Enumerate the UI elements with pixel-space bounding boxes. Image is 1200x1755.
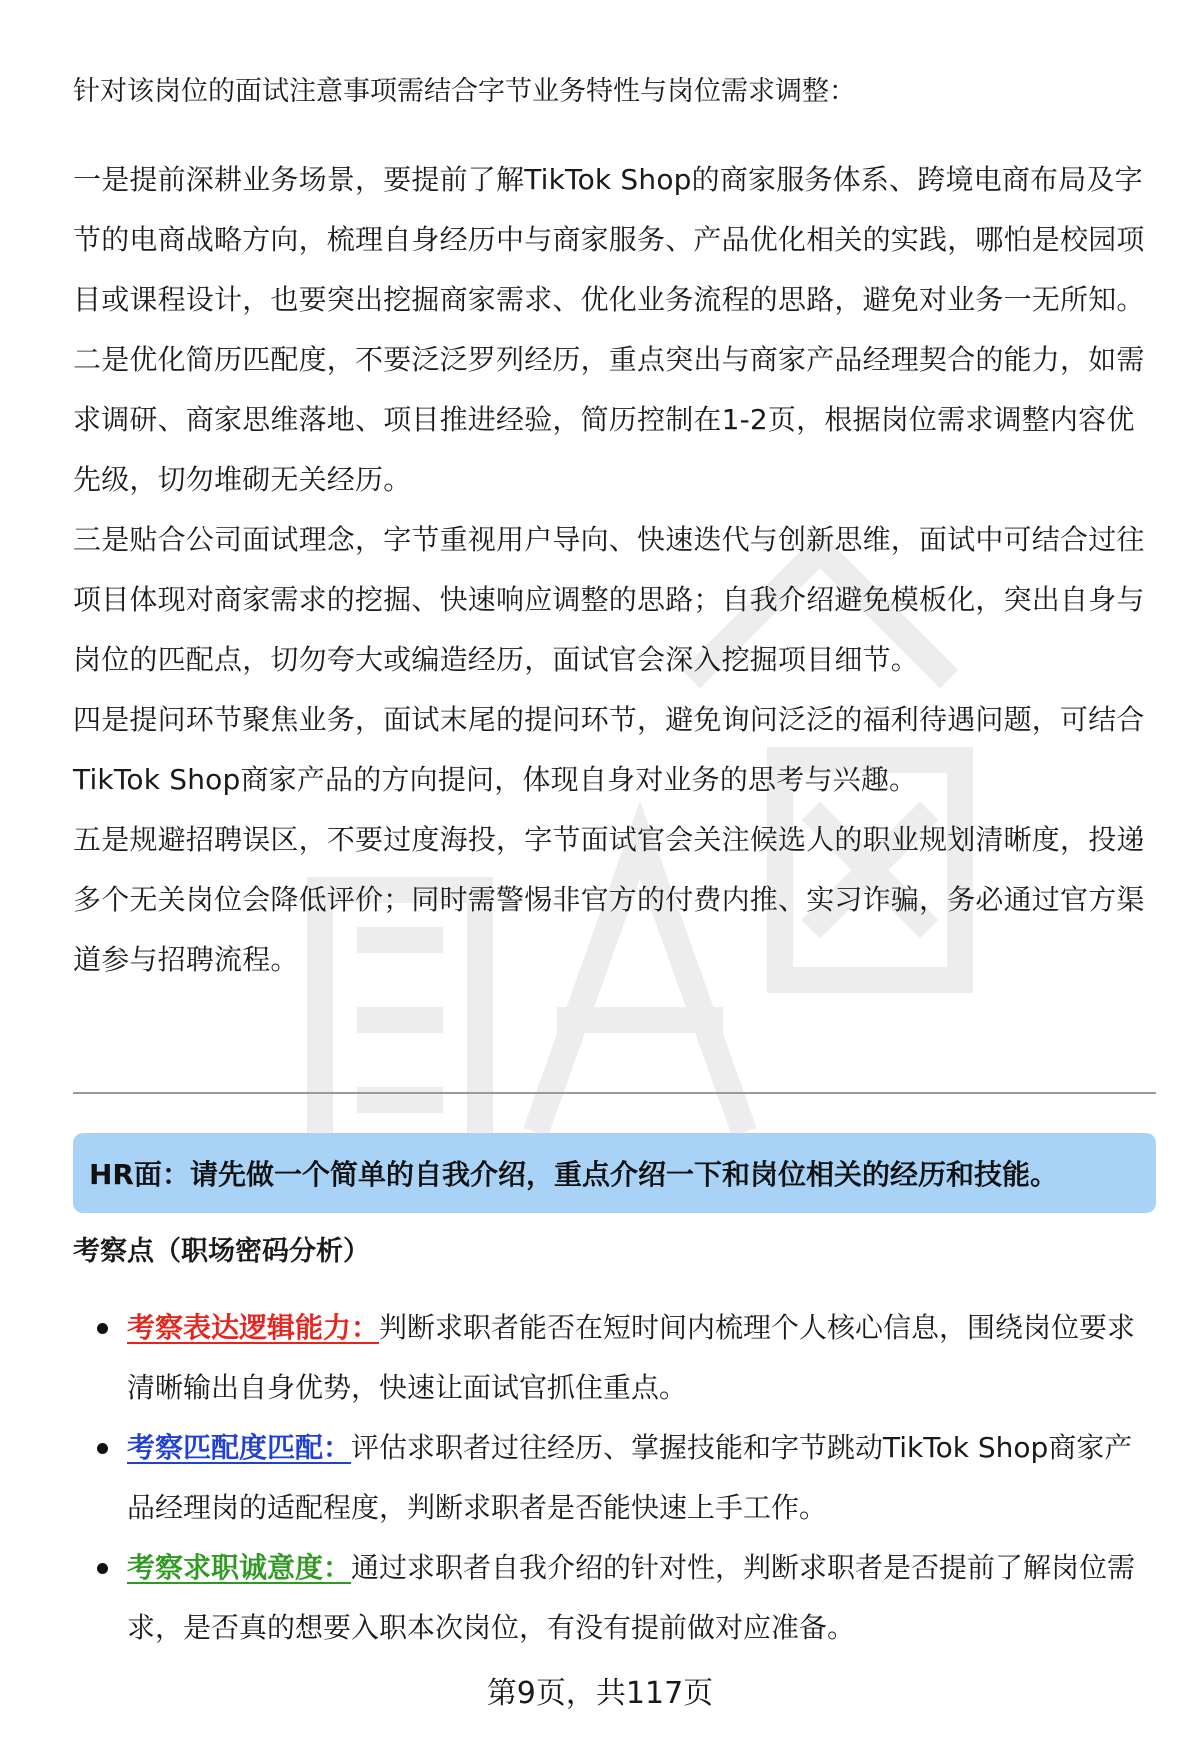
evaluation-point-text: 判断求职者能否在短时间内梳理个人核心信息，围绕岗位要求清晰输出自身优势，快速让面试官抓住重点。 <box>127 1311 1136 1404</box>
page-number: 第9页，共117页 <box>486 1676 714 1711</box>
question-box <box>73 1133 1156 1213</box>
section-divider <box>73 1092 1156 1094</box>
note-paragraph: 四是提问环节聚焦业务，面试末尾的提问环节，避免询问泛泛的福利待遇问题，可结合TikTok Shop商家产品的方向提问，体现自身对业务的思考与兴趣。 <box>73 703 1145 796</box>
evaluation-point <box>73 1538 1158 1658</box>
bullet-icon <box>97 1563 108 1574</box>
intro-text: 针对该岗位的面试注意事项需结合字节业务特性与岗位需求调整： <box>73 76 856 107</box>
question-text: HR面：请先做一个简单的自我介绍，重点介绍一下和岗位相关的经历和技能。 <box>89 1158 1058 1191</box>
evaluation-point <box>73 1298 1158 1418</box>
evaluation-point-text: 评估求职者过往经历、掌握技能和字节跳动TikTok Shop商家产品经理岗的适配程度，判断求职者是否能快速上手工作。 <box>127 1431 1133 1524</box>
evaluation-point-title: 考察求职诚意度： <box>127 1551 352 1584</box>
note-paragraph: 三是贴合公司面试理念，字节重视用户导向、快速迭代与创新思维，面试中可结合过往项目体现对商家需求的挖掘、快速响应调整的思路；自我介绍避免模板化，突出自身与岗位的匹配点，切勿夸大或编造经历，面试官会深入挖掘项目细节。 <box>73 523 1145 676</box>
evaluation-point-title: 考察匹配度匹配： <box>127 1431 352 1464</box>
evaluation-point-text: 通过求职者自我介绍的针对性，判断求职者是否提前了解岗位需求，是否真的想要入职本次岗位，有没有提前做对应准备。 <box>127 1551 1136 1644</box>
note-paragraph: 二是优化简历匹配度，不要泛泛罗列经历，重点突出与商家产品经理契合的能力，如需求调研、商家思维落地、项目推进经验，简历控制在1-2页，根据岗位需求调整内容优先级，切勿堆砌无关经历。 <box>73 343 1145 496</box>
evaluation-point <box>73 1418 1158 1538</box>
section-heading: 考察点（职场密码分析） <box>73 1236 370 1267</box>
bullet-icon <box>97 1443 108 1454</box>
evaluation-points-list <box>73 1298 1158 1658</box>
notes-list <box>73 150 1158 990</box>
note-paragraph: 一是提前深耕业务场景，要提前了解TikTok Shop的商家服务体系、跨境电商布局及字节的电商战略方向，梳理自身经历中与商家服务、产品优化相关的实践，哪怕是校园项目或课程设计，也要突出挖掘商家需求、优化业务流程的思路，避免对业务一无所知。 <box>73 163 1145 316</box>
evaluation-point-title: 考察表达逻辑能力： <box>127 1311 380 1344</box>
bullet-icon <box>97 1323 108 1334</box>
note-paragraph: 五是规避招聘误区，不要过度海投，字节面试官会关注候选人的职业规划清晰度，投递多个无关岗位会降低评价；同时需警惕非官方的付费内推、实习诈骗，务必通过官方渠道参与招聘流程。 <box>73 823 1145 976</box>
